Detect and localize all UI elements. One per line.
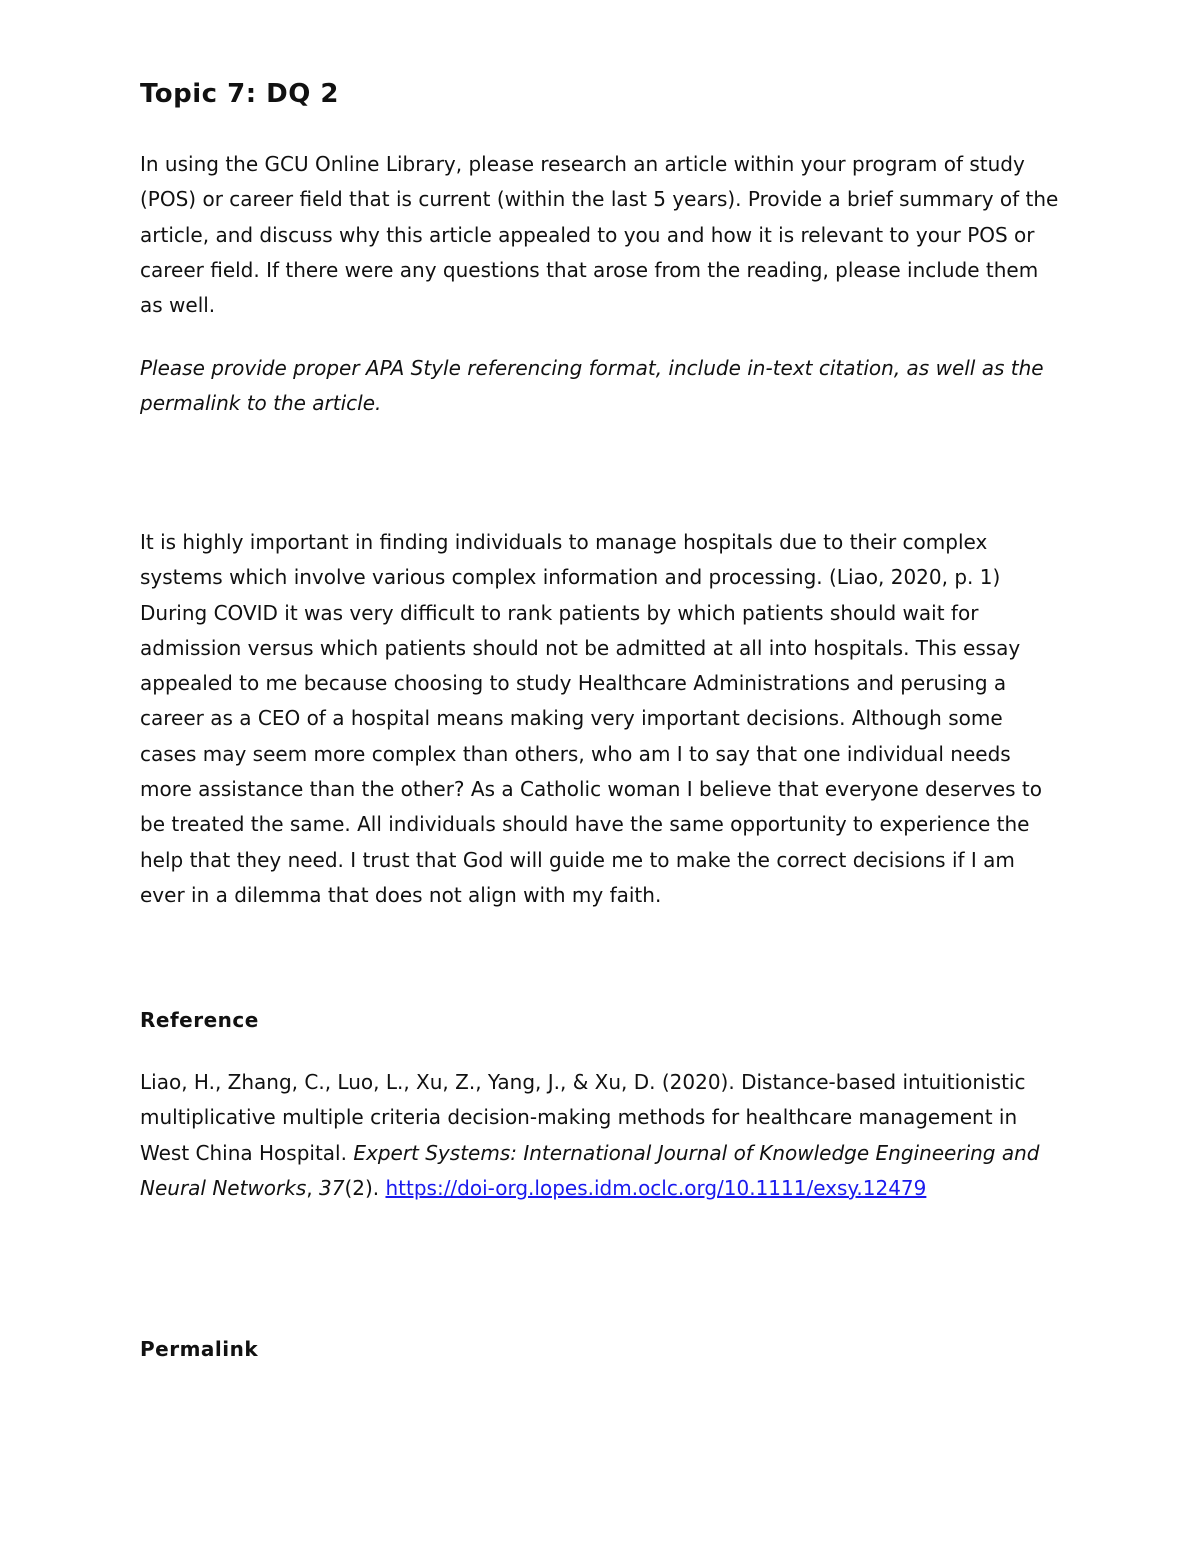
reference-volume: 37 [318,1175,345,1200]
reference-authors-title: Liao, H., Zhang, C., Luo, L., Xu, Z., Yang, J., & Xu, D. (2020). Distance-based intuitionistic multiplicative multiple criteria decision-making methods for healthcare management in West China Hospital. [140,1070,1026,1165]
reference-journal: Expert Systems: International Journal of Knowledge Engineering and Neural Networks [140,1140,1040,1200]
permalink-heading: Permalink [140,1337,259,1361]
reference-heading: Reference [140,1008,259,1032]
reference-issue: (2). [344,1175,386,1200]
apa-instructions: Please provide proper APA Style referencing format, include in-text citation, as well as the permalink to the article. [140,356,1044,416]
reference-doi-link[interactable]: https://doi-org.lopes.idm.oclc.org/10.1111/exsy.12479 [385,1175,927,1200]
reference-separator: , [306,1175,319,1200]
reference-entry [140,1065,1060,1206]
response-paragraph: It is highly important in finding individuals to manage hospitals due to their complex systems which involve various complex information and processing. (Liao, 2020, p. 1) During COVID it was very difficult to rank patients by which patients should wait for admission versus which patients should not be admitted at all into hospitals. This essay appealed to me because choosing to study Healthcare Administrations and perusing a career as a CEO of a hospital means making very important decisions. Although some cases may seem more complex than others, who am I to say that one individual needs more assistance than the other? As a Catholic woman I believe that everyone deserves to be treated the same. All individuals should have the same opportunity to experience the help that they need. I trust that God will guide me to make the correct decisions if I am ever in a dilemma that does not align with my faith. [140,530,1042,907]
discussion-prompt: In using the GCU Online Library, please research an article within your program of study (POS) or career field that is current (within the last 5 years). Provide a brief summary of the article, and discuss why this article appealed to you and how it is relevant to your POS or career field. If there were any questions that arose from the reading, please include them as well. [140,152,1059,318]
document-title: Topic 7: DQ 2 [140,79,339,109]
